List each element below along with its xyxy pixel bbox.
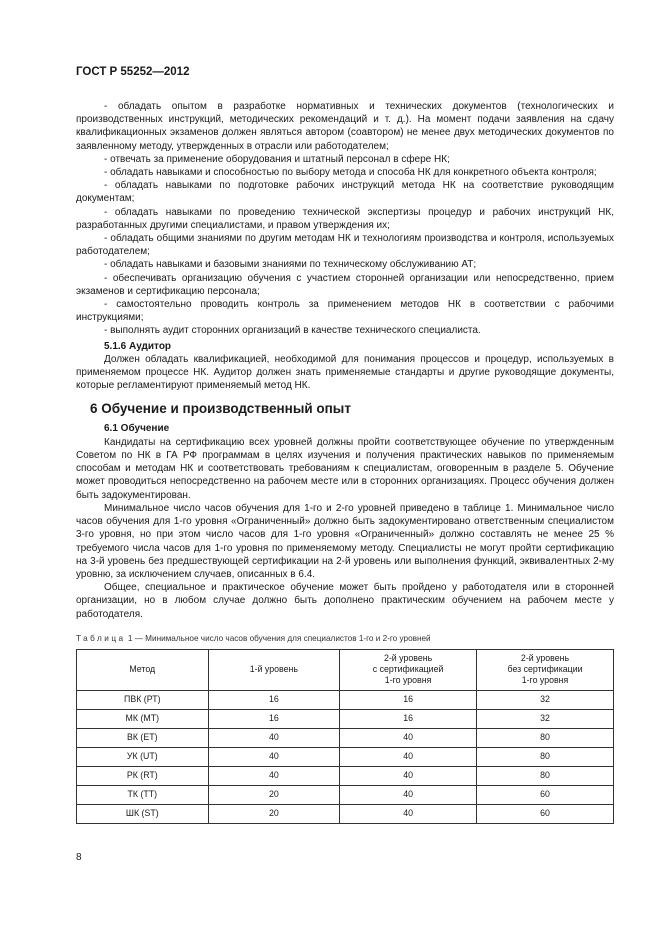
table-row <box>77 785 614 804</box>
cell-level2-nocert: 80 <box>477 747 614 766</box>
header-level1: 1-й уровень <box>208 649 340 690</box>
bullet-item: - обладать навыками по подготовке рабочих инструкций метода НК на соответствие руководящим документам; <box>76 180 614 205</box>
cell-level2-nocert: 32 <box>477 709 614 728</box>
cell-level2-cert: 16 <box>340 690 477 709</box>
page-content <box>76 100 614 824</box>
cell-level1: 40 <box>208 728 340 747</box>
cell-level2-nocert: 80 <box>477 728 614 747</box>
cell-level1: 40 <box>208 747 340 766</box>
cell-level1: 20 <box>208 785 340 804</box>
table-caption-label: Таблица <box>76 633 126 643</box>
table-row <box>77 690 614 709</box>
cell-level1: 16 <box>208 690 340 709</box>
section-title: 6 Обучение и производственный опыт <box>90 401 351 417</box>
table-row <box>77 709 614 728</box>
cell-method: ВК (ЕТ) <box>77 728 209 747</box>
bullet-item: - обеспечивать организацию обучения с участием сторонней организации или непосредственно, прием экзаменов и сертификацию персонала; <box>76 272 614 297</box>
paragraph: Кандидаты на сертификацию всех уровней должны пройти соответствующее обучение по утвержденным Советом по НК в ГА РФ программам в целях изучения и получения практических навыков по применяемым способам и методам НК и соответствовать требованиям к специалистам, оговоренным в разделе 5. Обучение может проводиться непосредственно на рабочем месте или в сторонних организациях. Процесс обучения должен быть задокументирован. <box>76 436 614 501</box>
table-header-row <box>77 649 614 690</box>
page-number: 8 <box>76 852 82 863</box>
table-row <box>77 747 614 766</box>
cell-level2-nocert: 32 <box>477 690 614 709</box>
document-header: ГОСТ Р 55252—2012 <box>76 66 190 78</box>
table-row <box>77 766 614 785</box>
bullet-item: - обладать навыками и базовыми знаниями по техническому обслуживанию АТ; <box>104 259 477 271</box>
cell-level2-cert: 40 <box>340 785 477 804</box>
cell-method: РК (RT) <box>77 766 209 785</box>
subsection-heading: 6.1 Обучение <box>104 422 170 434</box>
table-row <box>77 804 614 823</box>
cell-level2-cert: 40 <box>340 728 477 747</box>
cell-level1: 16 <box>208 709 340 728</box>
cell-level2-cert: 40 <box>340 766 477 785</box>
auditor-heading: 5.1.6 Аудитор <box>104 340 172 352</box>
cell-level1: 40 <box>208 766 340 785</box>
cell-level2-cert: 40 <box>340 747 477 766</box>
paragraph: Общее, специальное и практическое обучение может быть пройдено у работодателя или в сторонней организации, но в любом случае должно быть дополнено практическим обучением на рабочем месте у работодателя. <box>76 582 614 620</box>
auditor-text: Должен обладать квалификацией, необходимой для понимания процессов и процедур, используемых в применяемом процессе НК. Аудитор должен знать применяемые стандарты и другие руководящие документы, которые регламентируют применяемый метод НК. <box>76 353 614 392</box>
table-caption <box>76 632 614 645</box>
training-hours-table <box>76 649 614 824</box>
cell-method: ПВК (РТ) <box>77 690 209 709</box>
cell-level2-cert: 40 <box>340 804 477 823</box>
table-caption-text: 1 — Минимальное число часов обучения для специалистов 1-го и 2-го уровней <box>127 633 431 643</box>
paragraph: Минимальное число часов обучения для 1-го и 2-го уровней приведено в таблице 1. Минимальное число часов обучения для 1-го уровня «Ограниченный» должно быть задокументировано ответственным специалистом 3-го уровня, но при этом число часов для 1-го уровня «Ограниченный» должно составлять не менее 25 % требуемого числа часов для 1-го уровня по применяемому методу. Специалисты не могут пройти сертификацию на 3-й уровень без предшествующей сертификации на 2-й уровень или выполнения функций, эквивалентных 2-му уровню, за исключением случаев, описанных в 6.4. <box>76 502 614 580</box>
table-row <box>77 728 614 747</box>
bullet-item: - самостоятельно проводить контроль за применением методов НК в соответствии с рабочими инструкциями; <box>76 299 614 324</box>
cell-level2-nocert: 80 <box>477 766 614 785</box>
cell-level2-cert: 16 <box>340 709 477 728</box>
cell-method: МК (МТ) <box>77 709 209 728</box>
cell-method: ТК (ТТ) <box>77 785 209 804</box>
bullet-item: - обладать навыками и способностью по выбору метода и способа НК для конкретного объекта контроля; <box>104 167 597 179</box>
header-level2-nocert: 2-й уровень без сертификации 1-го уровня <box>477 649 614 690</box>
bullet-item: - выполнять аудит сторонних организаций в качестве технического специалиста. <box>104 325 481 337</box>
cell-level2-nocert: 60 <box>477 804 614 823</box>
header-level2-cert: 2-й уровень с сертификацией 1-го уровня <box>340 649 477 690</box>
bullet-item: - обладать навыками по проведению технической экспертизы процедур и рабочих инструкций НК, разработанных другими специалистами, и правом утверждения их; <box>76 206 614 231</box>
header-method: Метод <box>77 649 209 690</box>
bullet-item: - обладать общими знаниями по другим методам НК и технологиям производства и контроля, используемых работодателем; <box>76 233 614 258</box>
bullet-item: - обладать опытом в разработке нормативных и технических документов (технологических и производственных инструкций, методических рекомендаций и т. д.). На момент подачи заявления на сдачу квалификационных экзаменов должен являться автором (соавтором) не менее двух методических документов по заявленному методу, утвержденных в отрасли или работодателем; <box>76 101 614 152</box>
cell-level2-nocert: 60 <box>477 785 614 804</box>
cell-method: УК (UT) <box>77 747 209 766</box>
cell-level1: 20 <box>208 804 340 823</box>
bullet-item: - отвечать за применение оборудования и штатный персонал в сфере НК; <box>104 153 450 165</box>
cell-method: ШК (ST) <box>77 804 209 823</box>
